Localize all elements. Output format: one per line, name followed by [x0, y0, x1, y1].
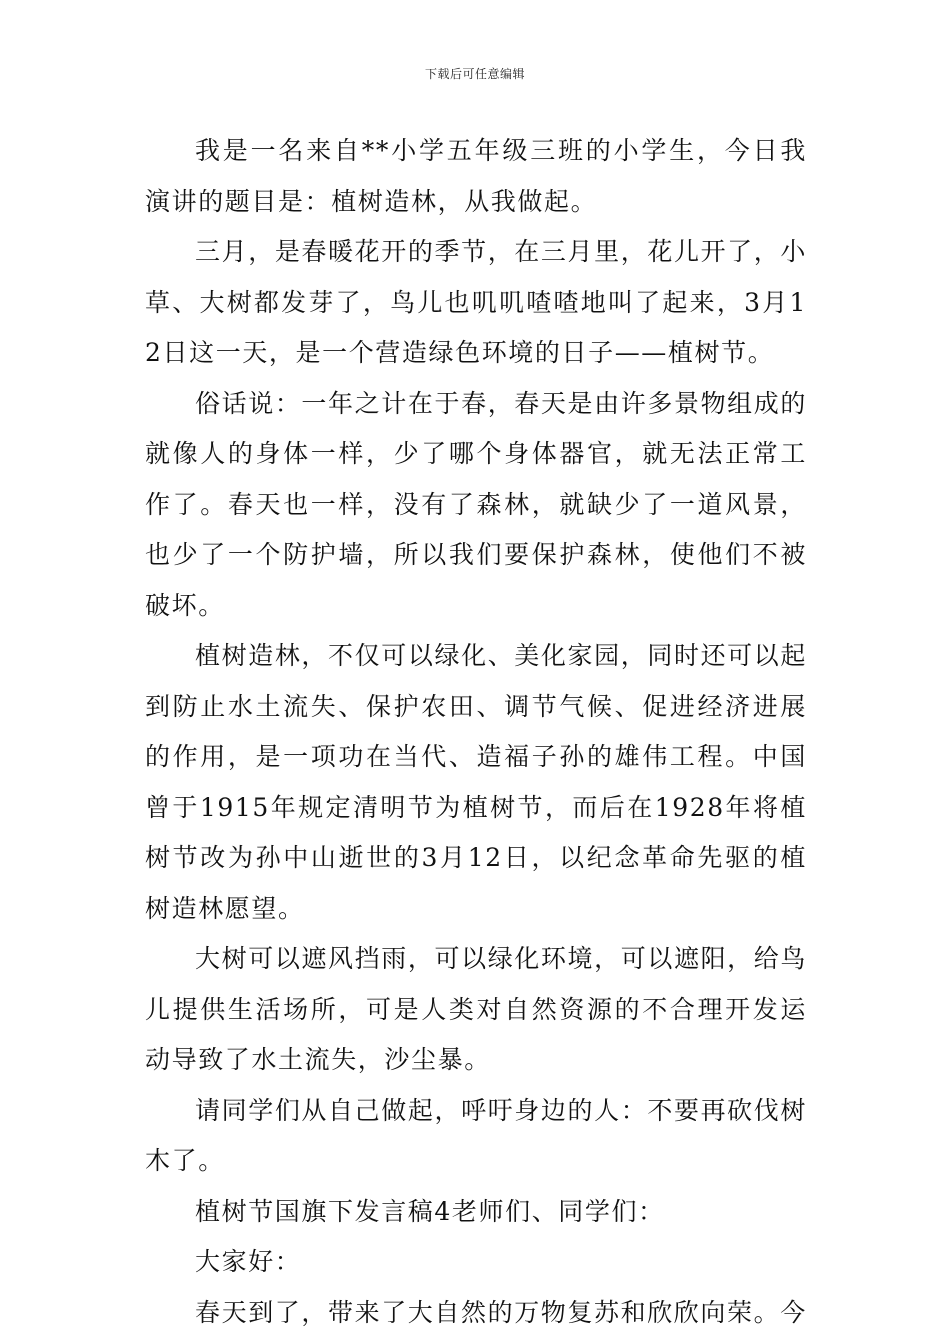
paragraph-greeting: 大家好： [195, 1247, 302, 1276]
paragraph-spring: 春天到了，带来了大自然的万物复苏和欣欣向荣。今 [195, 1297, 807, 1327]
paragraph-appeal: 请同学们从自己做起，呼吁身边的人：不要再砍伐树木了。 [145, 1095, 807, 1175]
page-header: 下载后可任意编辑 [424, 67, 525, 81]
paragraph-intro: 我是一名来自**小学五年级三班的小学生，今日我演讲的题目是：植树造林，从我做起。 [145, 136, 807, 216]
paragraph-march: 三月，是春暖花开的季节，在三月里，花儿开了，小草、大树都发芽了，鸟儿也叽叽喳喳地叫了起来，3月12日这一天，是一个营造绿色环境的日子——植树节。 [145, 237, 807, 367]
paragraph-speech-title: 植树节国旗下发言稿4老师们、同学们： [195, 1196, 665, 1226]
paragraph-trees: 大树可以遮风挡雨，可以绿化环境，可以遮阳，给鸟儿提供生活场所，可是人类对自然资源的不合理开发运动导致了水土流失，沙尘暴。 [145, 944, 807, 1074]
paragraph-afforestation: 植树造林，不仅可以绿化、美化家园，同时还可以起到防止水土流失、保护农田、调节气候、促进经济进展的作用，是一项功在当代、造福子孙的雄伟工程。中国曾于1915年规定清明节为植树节，而后在1928年将植树节改为孙中山逝世的3月12日，以纪念革命先驱的植树造林愿望。 [145, 641, 807, 923]
document-body [145, 126, 807, 1338]
paragraph-proverb: 俗话说：一年之计在于春，春天是由许多景物组成的就像人的身体一样，少了哪个身体器官，就无法正常工作了。春天也一样，没有了森林，就缺少了一道风景，也少了一个防护墙，所以我们要保护森林，使他们不被破坏。 [145, 388, 807, 620]
